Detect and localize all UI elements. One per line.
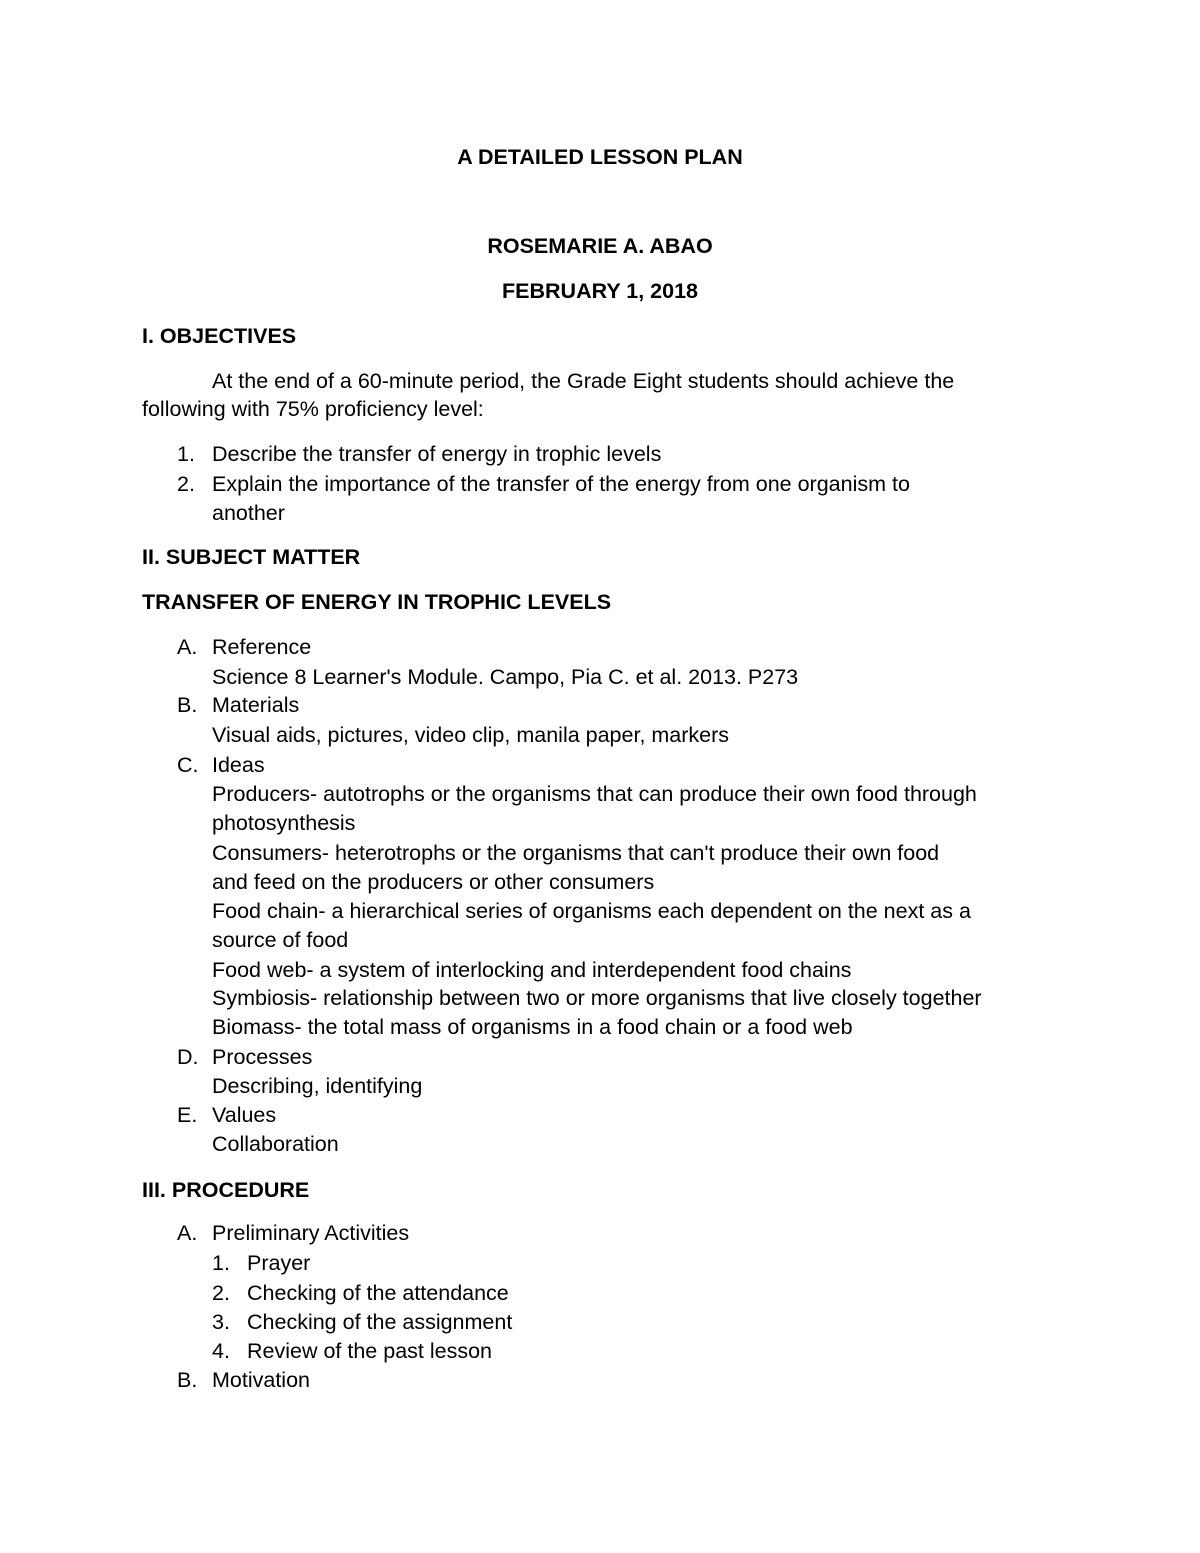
objective-text: Explain the importance of the transfer of the energy from one organism to bbox=[212, 472, 910, 496]
subject-item-letter: C. bbox=[177, 753, 199, 777]
procedure-item-label: Preliminary Activities bbox=[212, 1221, 410, 1245]
idea-line: Food web- a system of interlocking and interdependent food chains bbox=[212, 958, 852, 982]
preliminary-activity: Review of the past lesson bbox=[247, 1339, 492, 1363]
objective-text: Describe the transfer of energy in trophic levels bbox=[212, 442, 662, 466]
objective-number: 2. bbox=[177, 472, 195, 496]
subject-item-detail: Collaboration bbox=[212, 1132, 339, 1156]
preliminary-number: 4. bbox=[212, 1339, 230, 1363]
subject-item-letter: B. bbox=[177, 693, 198, 717]
lesson-date: FEBRUARY 1, 2018 bbox=[502, 279, 698, 303]
preliminary-number: 3. bbox=[212, 1310, 230, 1334]
subject-item-letter: D. bbox=[177, 1045, 199, 1069]
subject-item-detail: Visual aids, pictures, video clip, manila paper, markers bbox=[212, 723, 730, 747]
procedure-heading: III. PROCEDURE bbox=[142, 1178, 310, 1202]
idea-line: photosynthesis bbox=[212, 811, 356, 835]
idea-line: and feed on the producers or other consumers bbox=[212, 870, 655, 894]
document-title: A DETAILED LESSON PLAN bbox=[457, 145, 743, 169]
objective-text-continued: another bbox=[212, 501, 285, 525]
procedure-item-letter: B. bbox=[177, 1368, 198, 1392]
idea-line: Consumers- heterotrophs or the organisms that can't produce their own food bbox=[212, 841, 940, 865]
idea-line: Symbiosis- relationship between two or more organisms that live closely together bbox=[212, 986, 982, 1010]
idea-line: Biomass- the total mass of organisms in a food chain or a food web bbox=[212, 1015, 853, 1039]
preliminary-activity: Checking of the attendance bbox=[247, 1281, 509, 1305]
subject-item-label: Materials bbox=[212, 693, 300, 717]
procedure-item-letter: A. bbox=[177, 1221, 198, 1245]
subject-matter-heading: II. SUBJECT MATTER bbox=[142, 545, 361, 569]
subject-item-detail: Describing, identifying bbox=[212, 1074, 423, 1098]
preliminary-activity: Checking of the assignment bbox=[247, 1310, 513, 1334]
objective-number: 1. bbox=[177, 442, 195, 466]
subject-topic: TRANSFER OF ENERGY IN TROPHIC LEVELS bbox=[142, 590, 612, 614]
subject-item-label: Values bbox=[212, 1103, 277, 1127]
subject-item-label: Processes bbox=[212, 1045, 313, 1069]
subject-item-letter: A. bbox=[177, 635, 198, 659]
idea-line: Producers- autotrophs or the organisms that can produce their own food through bbox=[212, 782, 977, 806]
subject-item-detail: Science 8 Learner's Module. Campo, Pia C. et al. 2013. P273 bbox=[212, 665, 799, 689]
subject-item-letter: E. bbox=[177, 1103, 198, 1127]
objectives-intro-line1: At the end of a 60-minute period, the Grade Eight students should achieve the bbox=[212, 369, 955, 393]
preliminary-number: 1. bbox=[212, 1251, 230, 1275]
procedure-item-label: Motivation bbox=[212, 1368, 310, 1392]
subject-item-label: Ideas bbox=[212, 753, 265, 777]
objectives-intro-line2: following with 75% proficiency level: bbox=[142, 397, 484, 421]
idea-line: Food chain- a hierarchical series of organisms each dependent on the next as a bbox=[212, 899, 971, 923]
objectives-heading: I. OBJECTIVES bbox=[142, 324, 297, 348]
idea-line: source of food bbox=[212, 928, 349, 952]
preliminary-number: 2. bbox=[212, 1281, 230, 1305]
preliminary-activity: Prayer bbox=[247, 1251, 311, 1275]
author-name: ROSEMARIE A. ABAO bbox=[487, 234, 713, 258]
subject-item-label: Reference bbox=[212, 635, 312, 659]
